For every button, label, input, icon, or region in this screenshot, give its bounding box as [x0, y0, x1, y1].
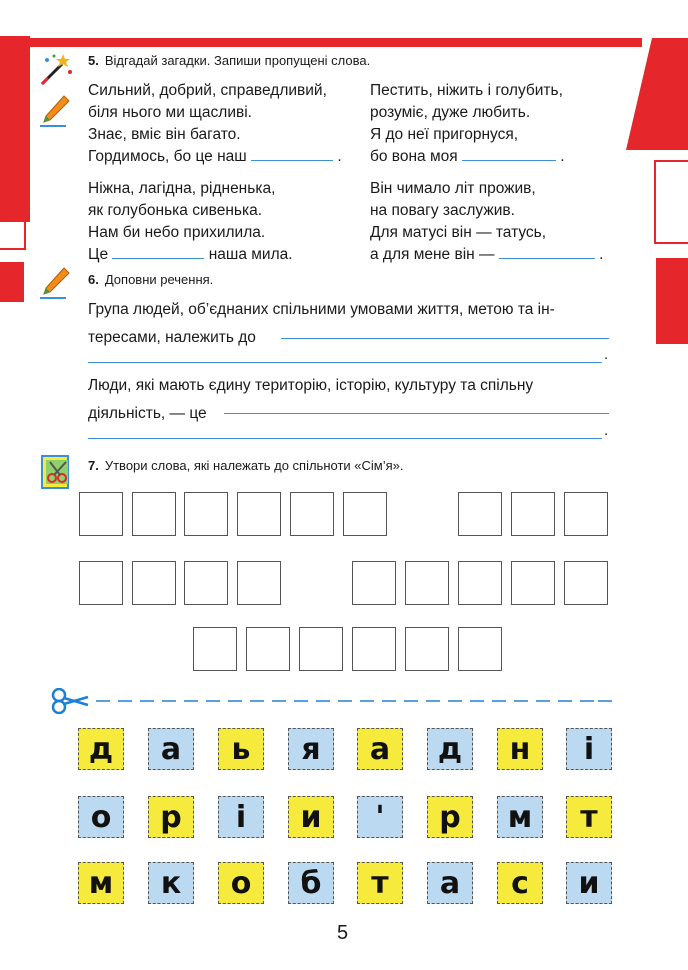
task5-title-text: Відгадай загадки. Запиши пропущені слова. — [104, 53, 371, 68]
letter-card[interactable]: о — [78, 796, 124, 838]
answer-box[interactable] — [299, 627, 343, 671]
top-red-stripe — [30, 38, 642, 47]
answer-box[interactable] — [184, 492, 228, 536]
answer-blank[interactable] — [462, 148, 556, 161]
sentence-line: Група людей, об’єднаних спільними умовами життя, метою та ін- — [88, 301, 555, 318]
sentence-line: Люди, які мають єдину територію, історію, культуру та спільну — [88, 377, 534, 394]
riddle-line: розуміє, дуже любить. — [370, 104, 531, 121]
answer-box[interactable] — [193, 627, 237, 671]
answer-blank[interactable] — [251, 148, 333, 161]
answer-box[interactable] — [290, 492, 334, 536]
task7-title-text: Утвори слова, які належать до спільноти «Сім’я». — [104, 458, 404, 473]
answer-box[interactable] — [184, 561, 228, 605]
letter-card[interactable]: б — [288, 862, 334, 904]
answer-line[interactable] — [88, 438, 602, 439]
sentence-2 — [88, 372, 610, 428]
task6-title-text: Доповни речення. — [104, 272, 214, 287]
task5-title — [88, 53, 370, 68]
answer-box[interactable] — [343, 492, 387, 536]
letter-card[interactable]: н — [497, 728, 543, 770]
answer-box[interactable] — [352, 561, 396, 605]
riddle-2 — [370, 80, 565, 168]
riddle-line: Гордимось, бо це наш — [88, 148, 247, 165]
riddle-3 — [88, 178, 293, 266]
letter-card[interactable]: т — [357, 862, 403, 904]
answer-line[interactable] — [224, 413, 609, 414]
magic-wand-icon — [36, 52, 74, 88]
answer-box[interactable] — [237, 561, 281, 605]
riddle-1 — [88, 80, 342, 168]
left-outline-mark — [0, 158, 26, 250]
period: . — [604, 346, 609, 363]
answer-box[interactable] — [564, 492, 608, 536]
answer-box[interactable] — [458, 492, 502, 536]
answer-blank[interactable] — [112, 246, 204, 259]
riddle-line: біля нього ми щасливі. — [88, 104, 252, 121]
task7-title — [88, 458, 404, 473]
letter-card[interactable]: а — [148, 728, 194, 770]
letter-card[interactable]: т — [566, 796, 612, 838]
letter-card[interactable]: м — [78, 862, 124, 904]
answer-box[interactable] — [132, 492, 176, 536]
sentence-line: діяльність, — це — [88, 405, 207, 422]
answer-box[interactable] — [511, 492, 555, 536]
answer-box[interactable] — [564, 561, 608, 605]
letter-card[interactable]: д — [78, 728, 124, 770]
riddle-line: Нам би небо прихилила. — [88, 224, 266, 241]
riddle-line: Пестить, ніжить і голубить, — [370, 82, 563, 99]
scissors-icon — [50, 688, 90, 714]
pen-icon — [36, 92, 72, 130]
riddle-line: Я до неї пригорнуся, — [370, 126, 519, 143]
punctuation: . — [560, 148, 565, 165]
cut-line — [96, 700, 612, 702]
answer-blank[interactable] — [499, 246, 595, 259]
answer-box[interactable] — [405, 561, 449, 605]
answer-box[interactable] — [246, 627, 290, 671]
letter-card[interactable]: о — [218, 862, 264, 904]
answer-box[interactable] — [405, 627, 449, 671]
riddle-line: Він чимало літ прожив, — [370, 180, 536, 197]
task7-number: 7. — [88, 458, 99, 473]
riddle-line: бо вона моя — [370, 148, 458, 165]
letter-card[interactable]: ' — [357, 796, 403, 838]
riddle-line: Ніжна, лагідна, рідненька, — [88, 180, 276, 197]
letter-card[interactable]: и — [566, 862, 612, 904]
top-right-red-shape — [626, 38, 688, 150]
period: . — [604, 422, 609, 439]
answer-box[interactable] — [237, 492, 281, 536]
scissors-glue-icon — [40, 452, 74, 490]
punctuation: . — [337, 148, 342, 165]
answer-box[interactable] — [458, 561, 502, 605]
letter-card[interactable]: к — [148, 862, 194, 904]
letter-card[interactable]: р — [148, 796, 194, 838]
left-red-mark — [0, 262, 24, 302]
riddle-line: Сильний, добрий, справедливий, — [88, 82, 327, 99]
letter-card[interactable]: с — [497, 862, 543, 904]
letter-card[interactable]: д — [427, 728, 473, 770]
letter-card[interactable]: я — [288, 728, 334, 770]
riddle-line: на повагу заслужив. — [370, 202, 515, 219]
letter-card[interactable]: а — [357, 728, 403, 770]
letter-card[interactable]: і — [566, 728, 612, 770]
answer-box[interactable] — [79, 492, 123, 536]
right-red-mark — [656, 258, 688, 344]
answer-box[interactable] — [458, 627, 502, 671]
letter-card[interactable]: м — [497, 796, 543, 838]
task6-title — [88, 272, 213, 287]
answer-box[interactable] — [352, 627, 396, 671]
sentence-line: тересами, належить до — [88, 329, 256, 346]
answer-line[interactable] — [88, 362, 602, 363]
riddle-line: а для мене він — — [370, 246, 495, 263]
answer-box[interactable] — [79, 561, 123, 605]
task5-number: 5. — [88, 53, 99, 68]
answer-box[interactable] — [511, 561, 555, 605]
letter-card[interactable]: а — [427, 862, 473, 904]
riddle-4 — [370, 178, 603, 266]
letter-card[interactable]: ь — [218, 728, 264, 770]
punctuation: . — [599, 246, 604, 263]
riddle-line: Для матусі він — татусь, — [370, 224, 547, 241]
riddle-line: як голубонька сивенька. — [88, 202, 262, 219]
answer-box[interactable] — [132, 561, 176, 605]
riddle-line: Це — [88, 246, 109, 263]
sentence-1 — [88, 296, 610, 352]
riddle-line: наша мила. — [208, 246, 293, 263]
letter-card[interactable]: р — [427, 796, 473, 838]
pen-icon — [36, 264, 72, 302]
letter-card[interactable]: і — [218, 796, 264, 838]
letter-card[interactable]: и — [288, 796, 334, 838]
riddle-line: Знає, вміє він багато. — [88, 126, 241, 143]
right-outline-mark — [654, 160, 688, 244]
page-number: 5 — [337, 922, 349, 944]
task6-number: 6. — [88, 272, 99, 287]
answer-line[interactable] — [281, 338, 609, 339]
